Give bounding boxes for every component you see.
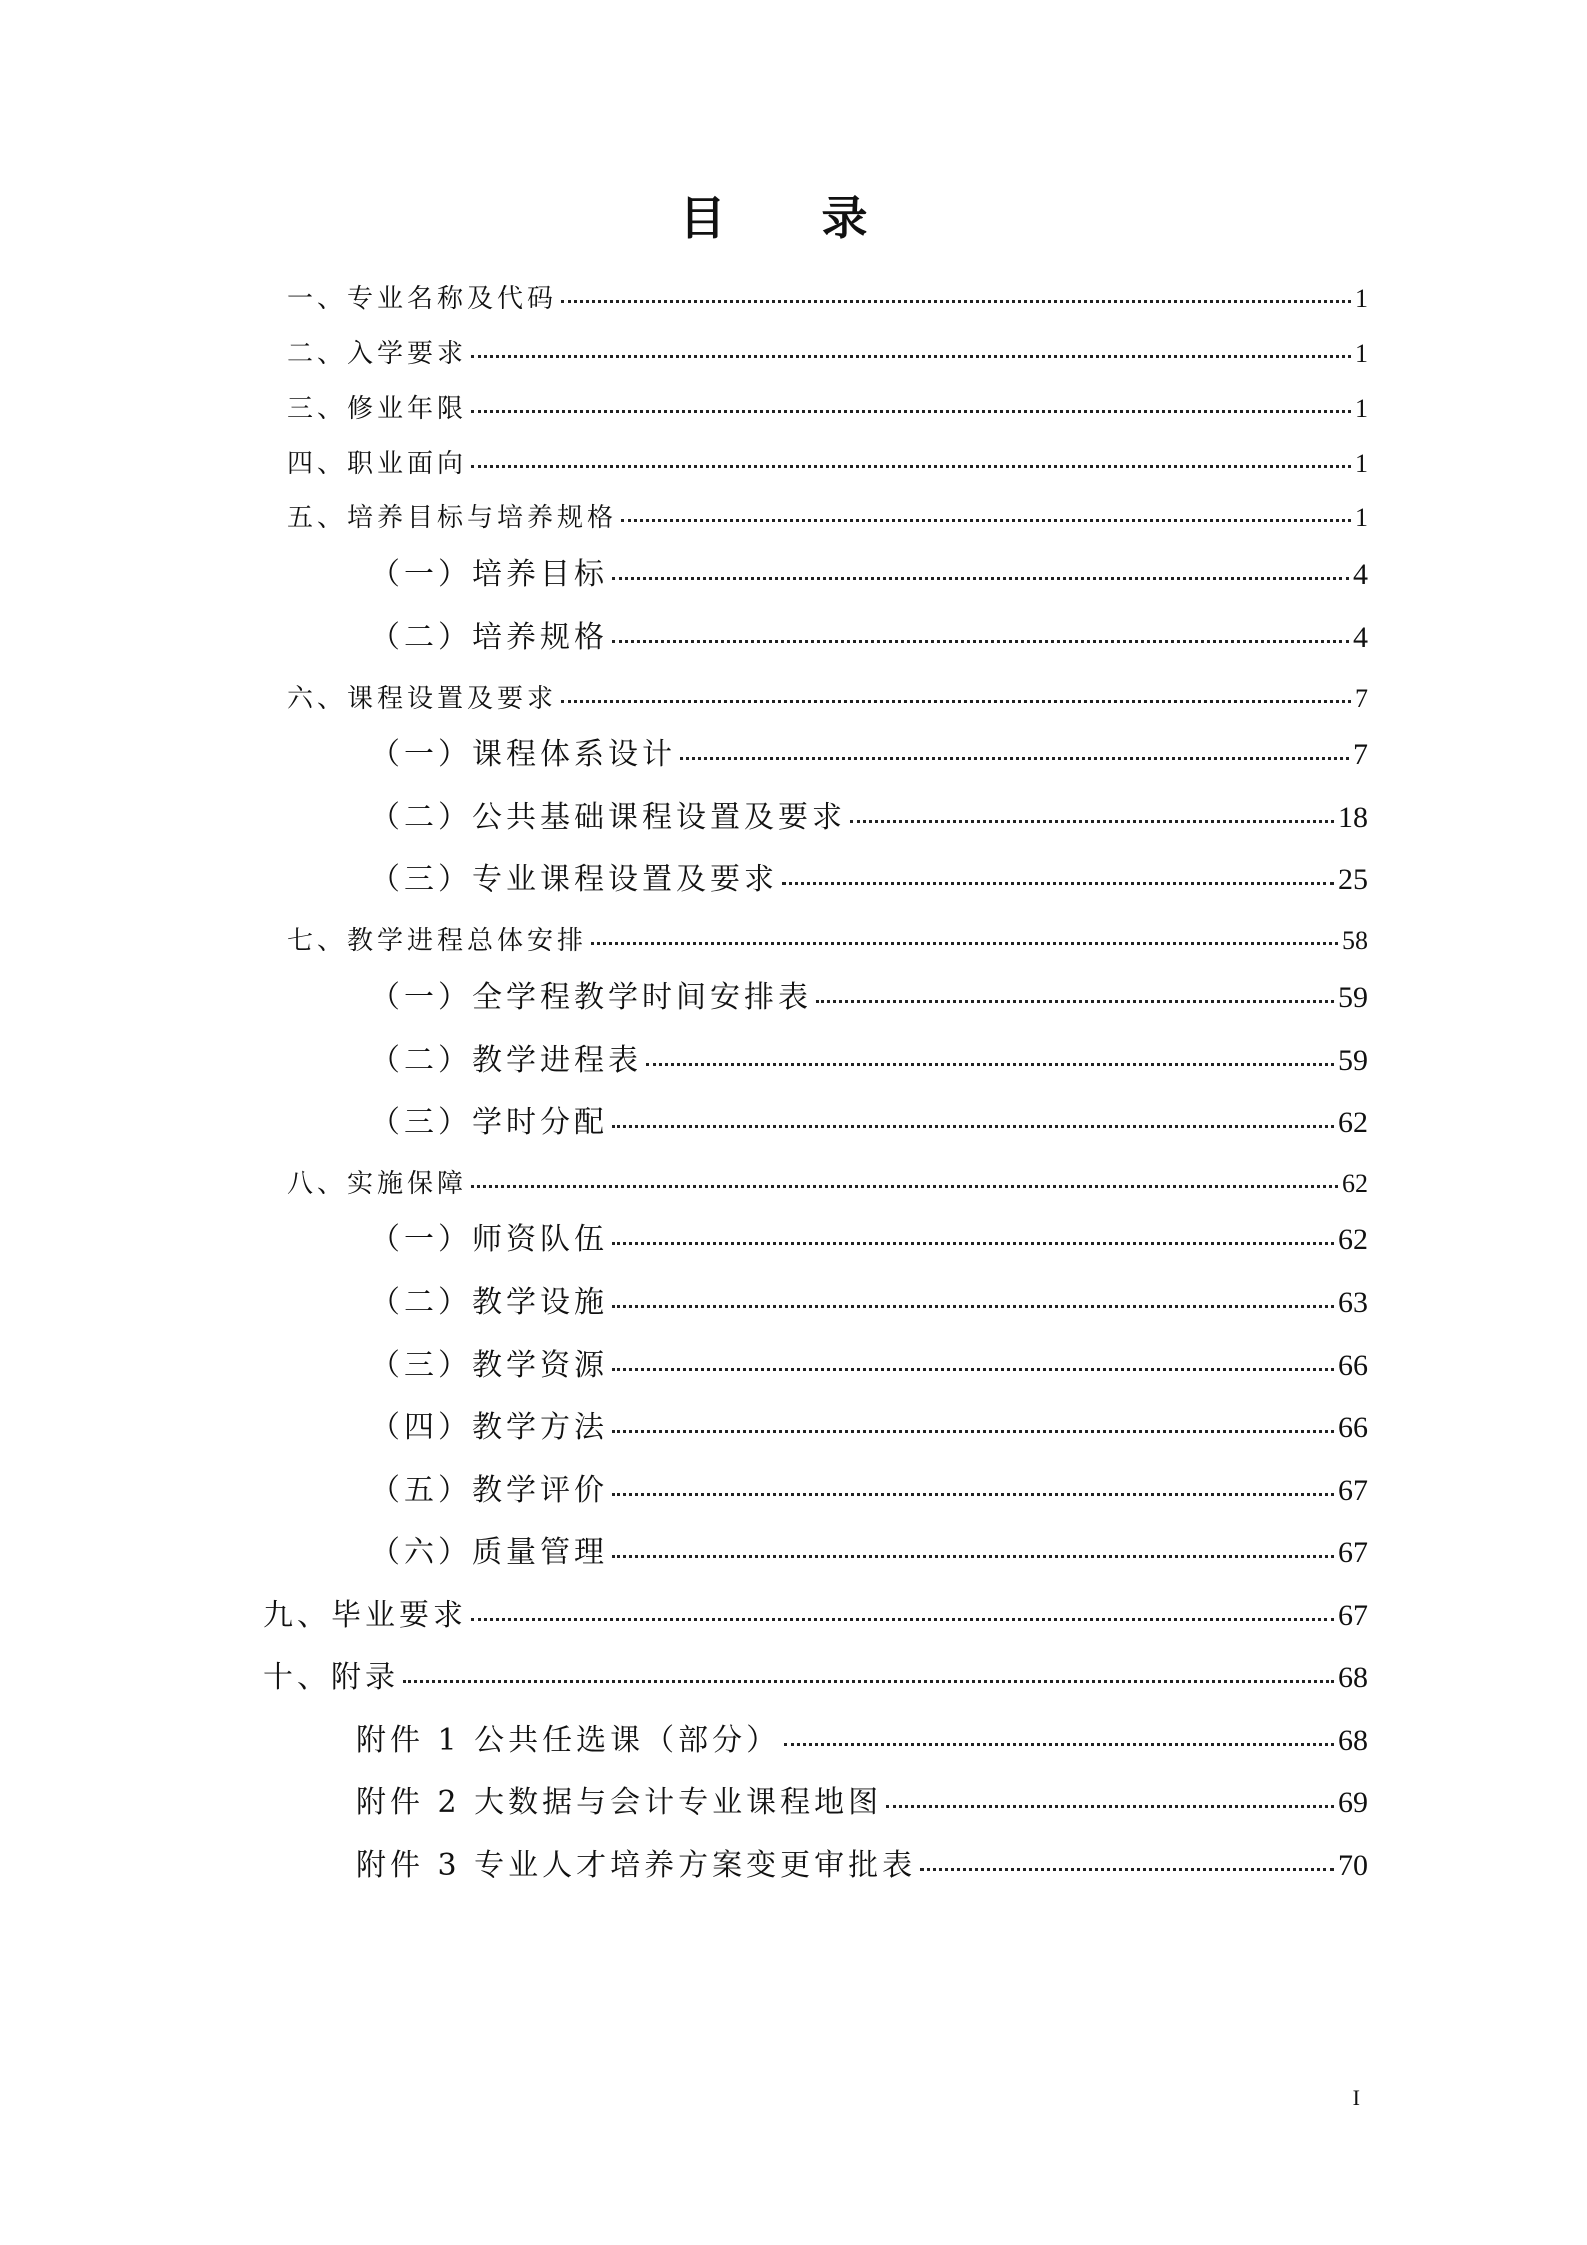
toc-entry-page: 59 [1338, 981, 1368, 1014]
dot-leader [471, 1618, 1334, 1621]
toc-entry[interactable] [370, 854, 1368, 898]
toc-entry[interactable] [287, 1163, 1368, 1200]
toc-entry-label: （一）师资队伍 [370, 1222, 608, 1257]
toc-entry[interactable] [287, 278, 1368, 315]
toc-entry-label: 附件 2 大数据与会计专业课程地图 [356, 1785, 883, 1820]
toc-entry[interactable] [356, 1777, 1368, 1821]
dot-leader [612, 1493, 1334, 1496]
toc-entry-page: 63 [1338, 1286, 1368, 1319]
toc-entry[interactable] [356, 1715, 1368, 1759]
dot-leader [784, 1743, 1334, 1746]
dot-leader [612, 1125, 1334, 1128]
toc-entry[interactable] [370, 1465, 1368, 1509]
dot-leader [782, 882, 1334, 885]
toc-entry-page: 67 [1338, 1536, 1368, 1569]
toc-entry-label: 附件 3 专业人才培养方案变更审批表 [356, 1848, 917, 1883]
toc-entry-page: 66 [1338, 1411, 1368, 1444]
toc-entry[interactable] [287, 497, 1368, 534]
toc-entry[interactable] [370, 792, 1368, 836]
toc-entry[interactable] [287, 443, 1368, 480]
toc-entry-page: 58 [1342, 926, 1368, 955]
toc-entry-label: 三、修业年限 [287, 394, 468, 424]
toc-entry[interactable] [370, 972, 1368, 1016]
toc-entry[interactable] [370, 1277, 1368, 1321]
toc-entry-page: 1 [1355, 284, 1368, 313]
toc-entry[interactable] [263, 1652, 1368, 1696]
toc-entry-page: 1 [1355, 339, 1368, 368]
toc-entry-label: （一）全学程教学时间安排表 [370, 980, 812, 1015]
dot-leader [850, 820, 1334, 823]
toc-entry-page: 1 [1355, 503, 1368, 532]
toc-entry-page: 18 [1338, 801, 1368, 834]
toc-entry-label: （三）教学资源 [370, 1348, 608, 1383]
toc-entry[interactable] [287, 388, 1368, 425]
toc-entry[interactable] [287, 333, 1368, 370]
toc-entry-page: 1 [1355, 449, 1368, 478]
toc-entry[interactable] [370, 1527, 1368, 1571]
toc-entry[interactable] [263, 1590, 1368, 1634]
dot-leader [591, 942, 1338, 945]
toc-entry-page: 62 [1338, 1106, 1368, 1139]
dot-leader [680, 757, 1349, 760]
dot-leader [621, 519, 1351, 522]
toc-entry-label: （五）教学评价 [370, 1473, 608, 1508]
toc-entry-page: 7 [1355, 684, 1368, 713]
toc-entry-page: 67 [1338, 1474, 1368, 1507]
toc-entry-page: 68 [1338, 1661, 1368, 1694]
toc-entry-label: （二）培养规格 [370, 620, 608, 655]
dot-leader [471, 465, 1351, 468]
dot-leader [920, 1868, 1334, 1871]
toc-entry-page: 62 [1338, 1223, 1368, 1256]
toc-entry-label: （一）培养目标 [370, 557, 608, 592]
dot-leader [646, 1063, 1334, 1066]
toc-entry-page: 69 [1338, 1786, 1368, 1819]
toc-entry-label: 八、实施保障 [287, 1169, 468, 1199]
toc-entry-page: 25 [1338, 863, 1368, 896]
toc-entry-label: 十、附录 [263, 1660, 399, 1695]
page-title: 目 录 [679, 191, 908, 245]
toc-entry-label: 二、入学要求 [287, 339, 468, 369]
toc-entry-page: 7 [1353, 738, 1368, 771]
page-number: I [1352, 2085, 1360, 2110]
toc-entry-label: 七、教学进程总体安排 [287, 926, 588, 956]
toc-entry[interactable] [370, 1340, 1368, 1384]
dot-leader [471, 1185, 1338, 1188]
toc-entry-page: 67 [1338, 1599, 1368, 1632]
toc-entry-page: 70 [1338, 1849, 1368, 1882]
dot-leader [612, 1242, 1334, 1245]
toc-entry-label: （一）课程体系设计 [370, 737, 676, 772]
dot-leader [886, 1805, 1334, 1808]
toc-entry[interactable] [370, 612, 1368, 656]
toc-entry-label: 附件 1 公共任选课（部分） [356, 1723, 781, 1758]
toc-entry-page: 59 [1338, 1044, 1368, 1077]
toc-entry-page: 1 [1355, 394, 1368, 423]
toc-entry-label: 一、专业名称及代码 [287, 284, 558, 314]
toc-entry-label: 五、培养目标与培养规格 [287, 503, 618, 533]
dot-leader [612, 1555, 1334, 1558]
toc-entry[interactable] [370, 549, 1368, 593]
toc-entry-label: （三）专业课程设置及要求 [370, 862, 778, 897]
toc-entry-label: （四）教学方法 [370, 1410, 608, 1445]
dot-leader [612, 640, 1349, 643]
toc-entry-label: 九、毕业要求 [263, 1598, 467, 1633]
toc-entry-label: （六）质量管理 [370, 1535, 608, 1570]
toc-entry-label: （三）学时分配 [370, 1105, 608, 1140]
toc-entry[interactable] [287, 678, 1368, 715]
dot-leader [403, 1680, 1334, 1683]
toc-entry[interactable] [370, 729, 1368, 773]
toc-entry[interactable] [287, 920, 1368, 957]
toc-entry-label: （二）教学设施 [370, 1285, 608, 1320]
toc-entry-label: （二）教学进程表 [370, 1043, 642, 1078]
dot-leader [561, 700, 1351, 703]
toc-entry-page: 4 [1353, 558, 1368, 591]
dot-leader [612, 577, 1349, 580]
dot-leader [561, 300, 1351, 303]
toc-entry-page: 62 [1342, 1169, 1368, 1198]
toc-entry[interactable] [370, 1035, 1368, 1079]
toc-entry[interactable] [370, 1214, 1368, 1258]
toc-entry[interactable] [370, 1402, 1368, 1446]
toc-entry-label: 六、课程设置及要求 [287, 684, 558, 714]
dot-leader [612, 1430, 1334, 1433]
toc-entry-page: 68 [1338, 1724, 1368, 1757]
dot-leader [612, 1368, 1334, 1371]
toc-entry[interactable] [370, 1097, 1368, 1141]
dot-leader [471, 355, 1351, 358]
dot-leader [471, 410, 1351, 413]
toc-entry-page: 4 [1353, 621, 1368, 654]
toc-entry[interactable] [356, 1840, 1368, 1884]
toc-entry-label: （二）公共基础课程设置及要求 [370, 800, 846, 835]
toc-entry-page: 66 [1338, 1349, 1368, 1382]
dot-leader [816, 1000, 1334, 1003]
toc-entry-label: 四、职业面向 [287, 449, 468, 479]
dot-leader [612, 1305, 1334, 1308]
